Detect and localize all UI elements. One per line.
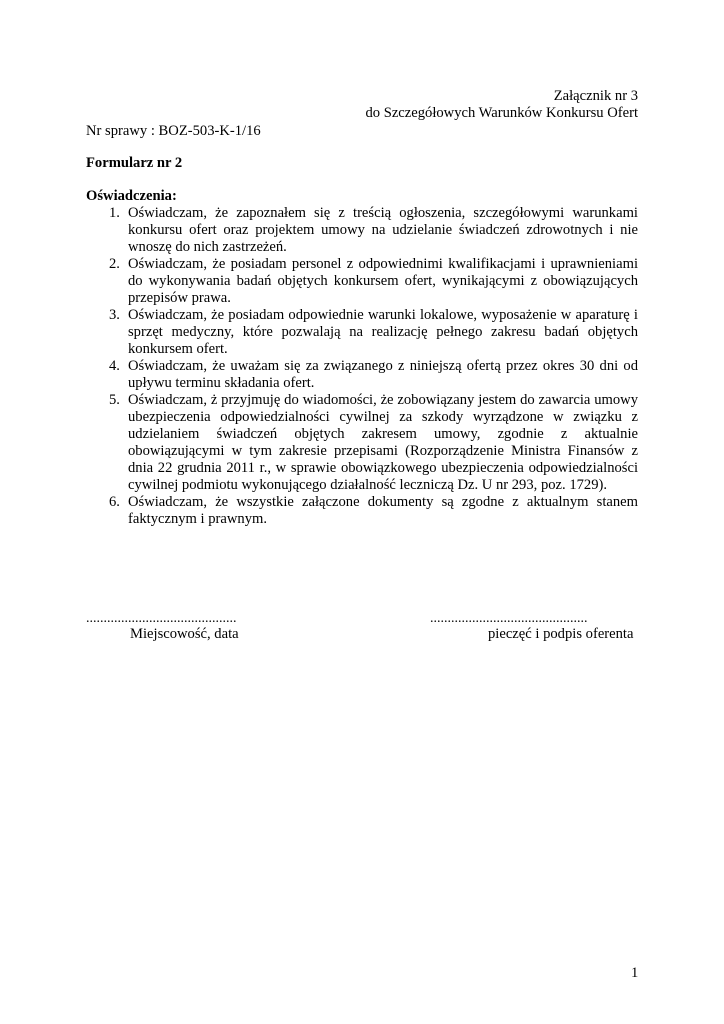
declaration-item — [103, 358, 638, 392]
form-title: Formularz nr 2 — [86, 155, 183, 171]
declaration-item — [103, 205, 638, 256]
page-number: 1 — [631, 965, 639, 981]
annex-line-2: do Szczegółowych Warunków Konkursu Ofert — [365, 105, 638, 121]
signature-line: ............................................. — [430, 611, 588, 626]
place-date-line: ........................................... — [86, 611, 237, 626]
declarations-list — [103, 205, 638, 528]
declaration-text: Oświadczam, że posiadam odpowiednie warunki lokalowe, wyposażenie w aparaturę i sprzęt medyczny, które pozwalają na realizację pełnego zakresu badań objętych konkursem ofert. — [128, 307, 638, 357]
declaration-item — [103, 307, 638, 358]
case-number: Nr sprawy : BOZ-503-K-1/16 — [86, 123, 261, 139]
annex-line-1: Załącznik nr 3 — [553, 88, 638, 104]
declaration-item — [103, 256, 638, 307]
declaration-text: Oświadczam, że zapoznałem się z treścią ogłoszenia, szczegółowymi warunkami konkursu ofert oraz projektem umowy na udzielanie świadczeń zdrowotnych i nie wnoszę do nich zastrzeżeń. — [128, 205, 638, 255]
declaration-item — [103, 494, 638, 528]
declaration-text: Oświadczam, że wszystkie załączone dokumenty są zgodne z aktualnym stanem faktycznym i prawnym. — [128, 494, 638, 527]
declaration-number: 6. — [109, 494, 120, 510]
signature-label: pieczęć i podpis oferenta — [488, 626, 634, 642]
declaration-text: Oświadczam, że posiadam personel z odpowiednimi kwalifikacjami i uprawnieniami do wykonywania badań objętych konkursem ofert, wynikającymi z obowiązujących przepisów prawa. — [128, 256, 638, 306]
declaration-number: 3. — [109, 307, 120, 323]
place-date-label: Miejscowość, data — [130, 626, 239, 642]
declarations-heading: Oświadczenia: — [86, 188, 177, 204]
declaration-number: 5. — [109, 392, 120, 408]
declaration-item — [103, 392, 638, 494]
declaration-number: 4. — [109, 358, 120, 374]
declaration-number: 2. — [109, 256, 120, 272]
declaration-text: Oświadczam, że uważam się za związanego z niniejszą ofertą przez okres 30 dni od upływu terminu składania ofert. — [128, 358, 638, 391]
declaration-text: Oświadczam, ż przyjmuję do wiadomości, że zobowiązany jestem do zawarcia umowy ubezpieczenia odpowiedzialności cywilnej za szkody wyrządzone w związku z udzielaniem świadczeń objętych zakresem umowy, zgodnie z aktualnie obowiązującymi w tym zakresie przepisami (Rozporządzenie Ministra Finansów z dnia 22 grudnia 2011 r., w sprawie obowiązkowego ubezpieczenia odpowiedzialności cywilnej podmiotu wykonującego działalność leczniczą Dz. U nr 293, poz. 1729). — [128, 392, 638, 493]
declaration-number: 1. — [109, 205, 120, 221]
